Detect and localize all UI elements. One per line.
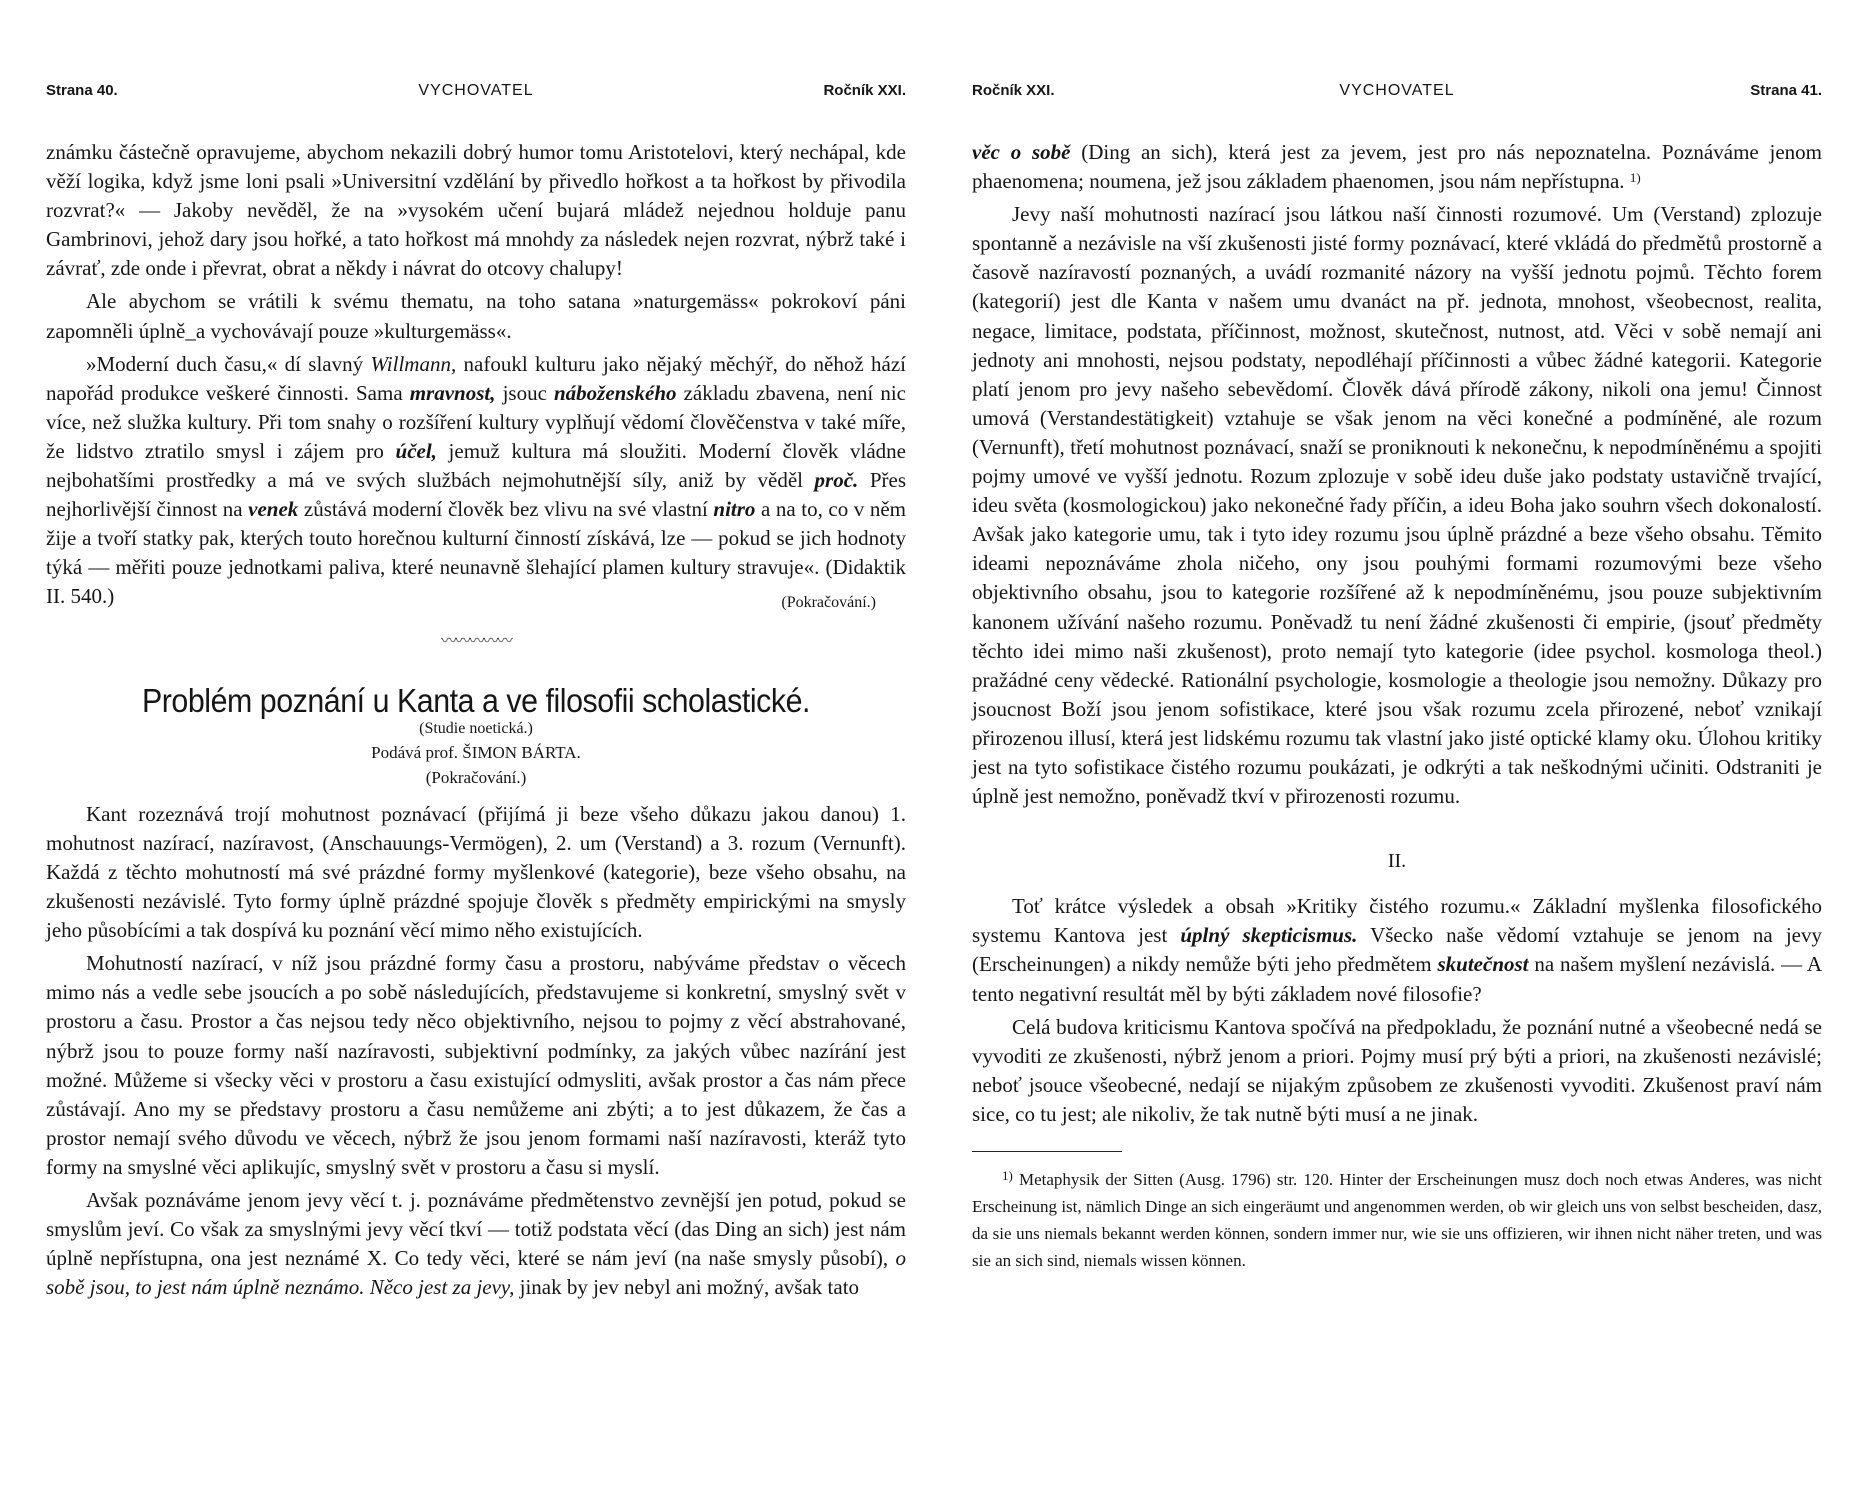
- emphasis: nitro: [713, 497, 756, 522]
- ornamental-divider: 〰〰〰〰〰: [440, 632, 511, 650]
- left-page: [46, 0, 906, 1500]
- page-number: Strana 41.: [1750, 82, 1822, 99]
- paragraph: Mohutností nazírací, v níž jsou prázdné formy času a prostoru, nabýváme představ o věcech mimo nás a vedle sebe jsoucích a po sobě následujících, představujeme si konkretní, smyslný svět v prostoru a času. Prostor a čas nejsou tedy něco objektivního, nejsou to pojmy z věcí abstrahované, nýbrž jsou to pouze formy naší nazíravosti, subjektivní podmínky, za jakých vůbec nazírání jest možné. Můžeme si všecky věci v prostoru a času existující odmysliti, avšak prostor a čas nám přece zůstávají. Ano my se představy prostoru a času nemůžeme ani zbýti; a to jest důkazem, že čas a prostor nemají svého důvodu ve věcech, nýbrž že jsou jenom formami naší nazíravosti, kteráž tyto formy na smyslné věci aplikujíc, smyslný svět v prostoru a času si myslí.: [46, 951, 906, 1179]
- paragraph: Avšak poznáváme jenom jevy věcí t. j. poznáváme předmětenstvo zevnější jen potud, pokud se smyslům jeví. Co však za smyslnými jevy věcí tkví — totiž podstata věcí (das Ding an sich) jest nám úplně nepřístupna, ona jest neznámé X. Co tedy věci, které se nám jeví (na naše smysly působí), o sobě jsou, to jest nám úplně neznámo. Něco jest za jevy, jinak by jev nebyl ani možný, avšak tato: [46, 1188, 906, 1300]
- article-continuation: (Pokračování.): [425, 767, 527, 787]
- paragraph: známku částečně opravujeme, abychom nekazili dobrý humor tomu Aristotelovi, který nechápal, kde věží logika, když jsme loni psali »Universitní vzdělání by přivedlo hořkost a ta hořkost by přivodila rozvrat?« — Jakoby nevěděl, že na »vysokém učení bujará mládež nejednou holduje panu Gambrinovi, jehož dary jsou hořké, a tato hořkost má mnohdy za následek nejen rozvrat, nýbrž také i závrať, zde onde i převrat, obrat a někdy i návrat do otcovy chalupy!: [46, 140, 906, 281]
- paragraph: Toť krátce výsledek a obsah »Kritiky čistého rozumu.« Základní myšlenka filosofického systemu Kantova jest úplný skepticismus. Všecko naše vědomí vztahuje se jenom na jevy (Erscheinungen) a nikdy nemůže býti jeho předmětem skutečnost na našem myšlení nezávislá. — A tento negativní resultát měl by býti základem nové filosofie?: [972, 894, 1822, 1006]
- running-head-right-page: [972, 82, 1822, 106]
- emphasis: Willmann,: [370, 351, 457, 376]
- section-number: II.: [1387, 850, 1407, 873]
- paragraph: Ale abychom se vrátili k svému thematu, na toho satana »naturgemäss« pokrokoví páni zapomněli úplně_a vychovávají pouze »kulturgemäss«.: [46, 289, 906, 343]
- emphasis: účel,: [395, 438, 437, 463]
- article-title: Problém poznání u Kanta a ve filosofii scholastické.: [141, 681, 810, 719]
- footnote-divider: [972, 1151, 1122, 1152]
- article-subtitle: (Studie noetická.): [419, 719, 533, 737]
- page-number: Strana 40.: [46, 82, 118, 99]
- journal-title: VYCHOVATEL: [1339, 82, 1455, 99]
- emphasis: náboženského: [553, 380, 677, 405]
- article-byline: Podává prof. ŠIMON BÁRTA.: [371, 742, 581, 762]
- emphasis: proč.: [814, 468, 859, 493]
- running-head-left-page: [46, 82, 906, 106]
- right-page: [972, 0, 1822, 1500]
- paragraph: Jevy naší mohutnosti nazírací jsou látkou naší činnosti rozumové. Um (Verstand) zplozuje spontanně a nezávisle na vší zkušenosti jisté formy poznávací, které vkládá do předmětů prostorně a časově nazíravostí poznaných, a uvádí rozmanité názory na vyšší jednotu pojmů. Těchto forem (kategorií) jest dle Kanta v našem umu dvanáct na př. jednota, mnohost, všeobecnost, realita, negace, limitace, podstata, příčinnost, možnost, skutečnost, nutnost, atd. Věci v sobě nemají ani jednoty ani mnohosti, nejsou podstaty, nepodléhají příčinnosti a vůbec žádné kategorii. Kategorie platí jenom pro jevy našeho sebevědomí. Člověk dává přírodě zákony, nikoli ona jemu! Činnost umová (Verstandestätigkeit) vztahuje se však jenom na věci konečné a podmíněné, ale rozum (Vernunft), třetí mohutnost poznávací, snaží se proniknouti k nekonečnu, k nepodmíněnému a spojiti pojmy umové ve vyšší jednotu. Rozum zplozuje v sobě ideu duše jako podstaty ustavičně trvající, ideu světa (kosmologickou) jako nekonečné řady příčin, a ideu Boha jako souhrn všech dokonalostí. Avšak jako kategorie umu, tak i tyto idey rozumu jsou úplně prázdné a beze všeho obsahu. Těmito ideami nepoznáváme zhola ničeho, ony jsou pouhými formami rozumovými beze všeho objektivního obsahu, jsou to kategorie rozšířené až k nepodmíněnému, jsou pouze subjektivním kanonem užívání našeho rozumu. Poněvadž tu není žádné zkušenosti či empirie, (jsouť předměty těchto idei mimo naši zkušenost), proto nemají tyto kategorie (idee psychol. kosmologa theol.) pražádné ceny vědecké. Rationální psychologie, kosmologie a theologie jsou nemožny. Důkazy pro jsoucnost Boží jsou jenom sofistikace, které jsou však rozumu zcela přirozené, neboť vznikají přirozenou illusí, která jest lidskému rozumu tak vlastní jako jisté optické klamy oku. Úlohou kritiky jest na tyto sofistikace čistého rozumu poukázati, je odkrýti a tak neškodnými učiniti. Odstraniti je úplně jest nemožno, poněvadž tkví v přirozenosti rozumu.: [972, 202, 1822, 809]
- journal-title: VYCHOVATEL: [418, 82, 534, 99]
- paragraph: Kant rozeznává trojí mohutnost poznávací (přijímá ji beze všeho důkazu jakou danou) 1. mohutnost nazírací, nazíravost, (Anschauungs-Vermögen), 2. um (Verstand) a 3. rozum (Vernunft). Každá z těchto mohutností má své prázdné formy myšlenkové (kategorie), beze všeho obsahu, na zkušenosti nezávislé. Tyto formy úplně prázdné spojuje člověk s předměty empirickými na smysly jeho působícími a tak dospívá ku poznání věcí mimo něho existujících.: [46, 801, 906, 943]
- quote-paragraph: »Moderní duch času,« dí slavný Willmann, nafoukl kulturu jako nějaký měchýř, do něhož hází napořád produkce veškeré činnosti. Sama mravnost, jsouc náboženského základu zbavena, není nic více, než služka kultury. Při tom snahy o rozšíření kultury vyplňují vědomí člověčenstva v také míře, že lidstvo ztratilo smysl i zájem pro účel, jemuž kultura má sloužiti. Moderní člověk vládne nejbohatšími prostředky a má ve svých službách nejmohutnější síly, aniž by věděl proč. Přes nejhorlivější činnost na venek zůstává moderní člověk bez vlivu na své vlastní nitro a na to, co v něm žije a tvoří statky pak, kterých touto horečnou kulturní činností získává, lze — pokud se jich hodnoty týká — měřiti pouze jednotkami paliva, které neunavně šlehající plamen kultury stravuje«. (Didaktik II. 540.): [46, 351, 906, 609]
- paragraph: Celá budova kriticismu Kantova spočívá na předpokladu, že poznání nutné a všeobecné nedá se vyvoditi ze zkušenosti, nýbrž jenom a priori. Pojmy musí prý býti a priori, na zkušenosti nezávislé; neboť jsouce všeobecné, nedají se nijakým způsobem ze zkušenosti vyvoditi. Zkušenost praví nám sice, co tu jest; ale nikoliv, že tak nutně býti musí a ne jinak.: [972, 1014, 1822, 1126]
- continuation-note: (Pokračování.): [781, 593, 876, 611]
- emphasis: mravnost,: [409, 380, 496, 405]
- right-body-text: [972, 138, 1822, 1274]
- left-body-text: [46, 138, 906, 1306]
- footnote-mark: 1): [1002, 1168, 1013, 1183]
- volume-label: Ročník XXI.: [823, 82, 906, 99]
- footnote-reference: 1): [1629, 170, 1641, 186]
- paragraph: věc o sobě (Ding an sich), která jest za jevem, jest pro nás nepoznatelna. Poznáváme jenom phaenomena; noumena, jež jsou základem phaenomen, jsou nám nepřístupna. $^{1)}$: [972, 140, 1822, 194]
- footnote: $^{1)}$ Metaphysik der Sitten (Ausg. 1796) str. 120. Hinter der Erscheinungen musz doch noch etwas Anderes, was nicht Erscheinung ist, nämlich Dinge an sich eingeräumt und angenommen werden, ob wir gleich uns von selbst bescheiden, dasz, da sie uns niemals bekannt werden können, sondern immer nur, wie sie uns offizieren, wir ihnen nicht näher treten, und was sie an sich sind, niemals wissen können.: [972, 1168, 1822, 1270]
- volume-label: Ročník XXI.: [972, 82, 1055, 99]
- emphasis: úplný skepticismus.: [1180, 923, 1358, 948]
- emphasis: venek: [248, 497, 299, 522]
- emphasis: skutečnost: [1437, 952, 1529, 977]
- emphasis: o sobě jsou, to jest nám úplně neznámo. Něco jest za jevy,: [46, 1246, 906, 1300]
- emphasis: věc o sobě: [972, 140, 1071, 164]
